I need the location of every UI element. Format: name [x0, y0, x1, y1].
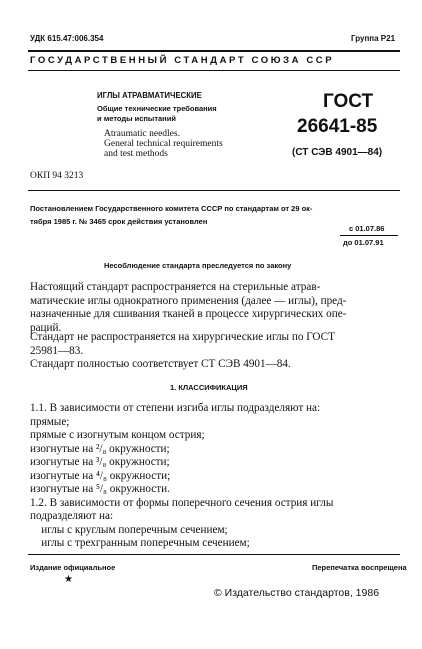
state-standard-banner: ГОСУДАРСТВЕННЫЙ СТАНДАРТ СОЮЗА ССР	[30, 55, 335, 66]
copyright: © Издательство стандартов, 1986	[214, 587, 380, 599]
gost-number: 26641-85	[297, 116, 378, 137]
body-paragraph-2: Стандарт не распространяется на хирургические иглы по ГОСТ 25981—83.	[30, 331, 335, 357]
dates-divider	[340, 235, 398, 236]
reprint-notice: Перепечатка воспрещена	[312, 563, 407, 572]
section-title: 1. КЛАССИФИКАЦИЯ	[170, 383, 248, 392]
date-from: с 01.07.86	[349, 224, 385, 233]
title-ru: ИГЛЫ АТРАВМАТИЧЕСКИЕ	[97, 91, 202, 100]
top-rule-thin	[28, 70, 400, 71]
official-edition: Издание официальное	[30, 563, 116, 572]
gost-label: ГОСТ	[323, 91, 374, 112]
body-paragraph-3: Стандарт полностью соответствует СТ СЭВ 4901—84.	[30, 358, 291, 370]
group-code: Группа Р21	[351, 34, 396, 43]
mid-rule	[28, 190, 400, 191]
date-to: до 01.07.91	[343, 238, 384, 247]
okp-code: ОКП 94 3213	[30, 171, 84, 181]
title-en: Atraumatic needles. General technical requirements and test methods	[104, 129, 223, 159]
section-content: 1.1. В зависимости от степени изгиба иглы подразделяют на: прямые; прямые с изогнутым концом острия; изогнутые на ²/₈ окружности; изогнутые на ³/₈ окружности; изогнутые на ⁴/₈ окружности; изогнутые на ⁵/₈ окружности. 1.2. В зависимости от формы поперечного сечения острия иглы подразделяют на: иглы с круглым поперечным сечением; иглы с трехгранным поперечным сечением;	[30, 402, 334, 549]
top-rule-thick	[28, 50, 400, 52]
footer-rule	[28, 554, 400, 555]
subtitle-ru-line1: Общие технические требования	[97, 104, 217, 113]
subtitle-ru-line2: и методы испытаний	[97, 114, 176, 123]
penalty-notice: Несоблюдение стандарта преследуется по закону	[104, 261, 292, 270]
star-icon: ★	[64, 574, 73, 585]
body-paragraph-1: Настоящий стандарт распространяется на стерильные атрав- матические иглы однократного применения (далее — иглы), пред- назначенные для сшивания тканей в процессе хирургических опе- раций.	[30, 281, 347, 334]
st-sev-ref: (СТ СЭВ 4901—84)	[292, 147, 383, 158]
udk-code: УДК 615.47:006.354	[30, 34, 104, 43]
decree-text: Постановлением Государственного комитета СССР по стандартам от 29 ок- тября 1985 г. № 3465 срок действия установлен	[30, 204, 313, 226]
